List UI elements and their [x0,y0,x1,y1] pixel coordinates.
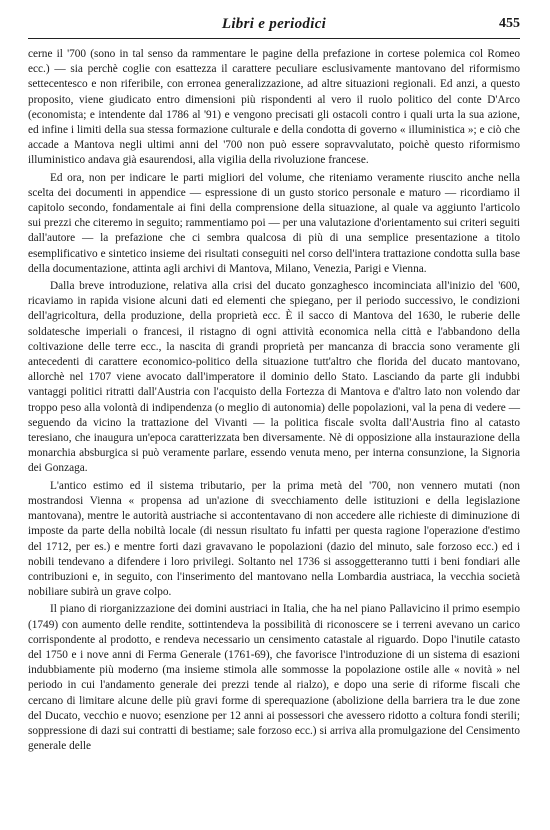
paragraph: Il piano di riorganizzazione dei domini austriaci in Italia, che ha nel piano Pallavicino il primo esempio (1749) con aumento delle rendite, sottintendeva la possibilità di riconoscere se i terreni avevano un carico corrispondente al prodotto, e rendeva necessario un censimento catastale al riguardo. Dopo l'inutile catasto del 1750 e i nove anni di Ferma Generale (1761-69), che favorisce l'introduzione di un sistema di esazioni indubbiamente più moderno (ma insieme stimola alle sommosse la popolazione ostile alle « novità » nel periodo in cui l'andamento generale dei prezzi tende al rialzo), e dopo una serie di riforme fiscali che cercano di limitare alcune delle più gravi forme di sperequazione (abolizione della barriera tra le due zone del Ducato, vecchio e nuovo; esenzione per 12 anni ai possessori che avessero ridotto a coltura fondi sterili; soppressione di dazi sui contratti di bestiame; sale forzoso ecc.) si arriva alla promulgazione del Censimento generale delle [28,603,520,753]
paragraph: Ed ora, non per indicare le parti migliori del volume, che riteniamo veramente riuscito anche nella scelta dei documenti in appendice — espressione di un gusto storico personale e maturo — ricordiamo il capitolo secondo, fondamentale ai fini della comprensione della situazione, al quale va aggiunto l'articolo sui prezzi che citeremo in seguito; rammentiamo poi — per una valutazione d'orientamento sui criteri seguiti dall'autore — la prefazione che ci sembra qualcosa di più di una semplice presentazione a titolo esemplificativo e sintetico insieme dei risultati conseguiti nel corso dell'intera trattazione condotta sulla base della documentazione, attinta agli archivi di Mantova, Milano, Venezia, Parigi e Vienna. [28,171,520,275]
paragraph: L'antico estimo ed il sistema tributario, per la prima metà del '700, non vennero mutati (non mostrandosi Vienna « propensa ad un'azione di svecchiamento delle istituzioni e della legislazione mantovana), mentre le autorità austriache si accontentavano di non accedere alle richieste di diminuzione di imposte da parte della nobiltà locale (di nessun risultato fu infatti per questa ragione l'operazione d'estimo del 1712, per es.) e mentre forti dazi gravavano le popolazioni (dazio del minuto, sale forzoso ecc.) ed i nobili tendevano a difendere i loro privilegi. Soltanto nel 1736 si assoggetteranno tutti i beni fondiari alle contribuzioni e, in seguito, con l'inserimento del mantovano nella Lombardia austriaca, la vecchia società nobiliare subirà un grave colpo. [28,479,520,599]
paragraph: cerne il '700 (sono in tal senso da rammentare le pagine della prefazione in cortese polemica col Romeo ecc.) — sia perchè coglie con esattezza il carattere peculiare esclusivamente mantovano del riformismo settecentesco e non riferibile, con erronea generalizzazione, ad altre situazioni regionali. Ed anzi, a questo proposito, viene giudicato entro dimensioni più rispondenti al vero il ruolo politico del conte D'Arco (economista; e intendente dal 1786 al '91) e vengono precisati gli ostacoli contro i quali urta la sua azione, ed infine i limiti della sua stessa formazione culturale e della condotta di governo « illuministica »; e ciò che accade a Mantova negli ultimi anni del '700 non può essere sopravvalutato, poichè questo riformismo illuministico andava già esaurendosi, alla vigilia della rivoluzione francese. [28,48,520,167]
page-number: 455 [499,16,520,31]
running-title: Libri e periodici [221,16,327,32]
article-body [28,47,520,754]
paragraph: Dalla breve introduzione, relativa alla crisi del ducato gonzaghesco incominciata all'inizio del '600, ricaviamo in rapida visione alcuni dati ed elementi che spiegano, per il periodo successivo, le condizioni dell'agricoltura, della produzione, della proprietà ecc. È il sacco di Mantova del 1630, le ruberie delle soldatesche imperiali o francesi, il ristagno di ogni attività economica nella città e l'abbandono della coltivazione delle terre ecc., la nascita di grandi proprietà per mancanza di braccia sono veramente gli antecedenti di carattere economico-politico della situazione tutt'altro che florida del ducato mantovano, allorchè nel 1707 viene avocato dall'imperatore il dominio dello Stato. Lasciando da parte gli indubbi vantaggi politici ritratti dall'Austria con l'acquisto della Fortezza di Mantova e d'altro lato non volendo dar troppo peso alla volontà di indipendenza (o meglio di autonomia) delle popolazioni, val la pena di vedere — seguendo da vicino la trattazione del Vivanti — la politica fiscale svolta dall'Austria fino al catasto teresiano, che inaugura un'epoca caratterizzata ben diversamente. Nè di opposizione alla instaurazione della monarchia absburgica si può veramente parlare, essendo venuta meno, per interna consunzione, la Signoria dei Gonzaga. [28,280,520,475]
running-header [28,14,520,39]
